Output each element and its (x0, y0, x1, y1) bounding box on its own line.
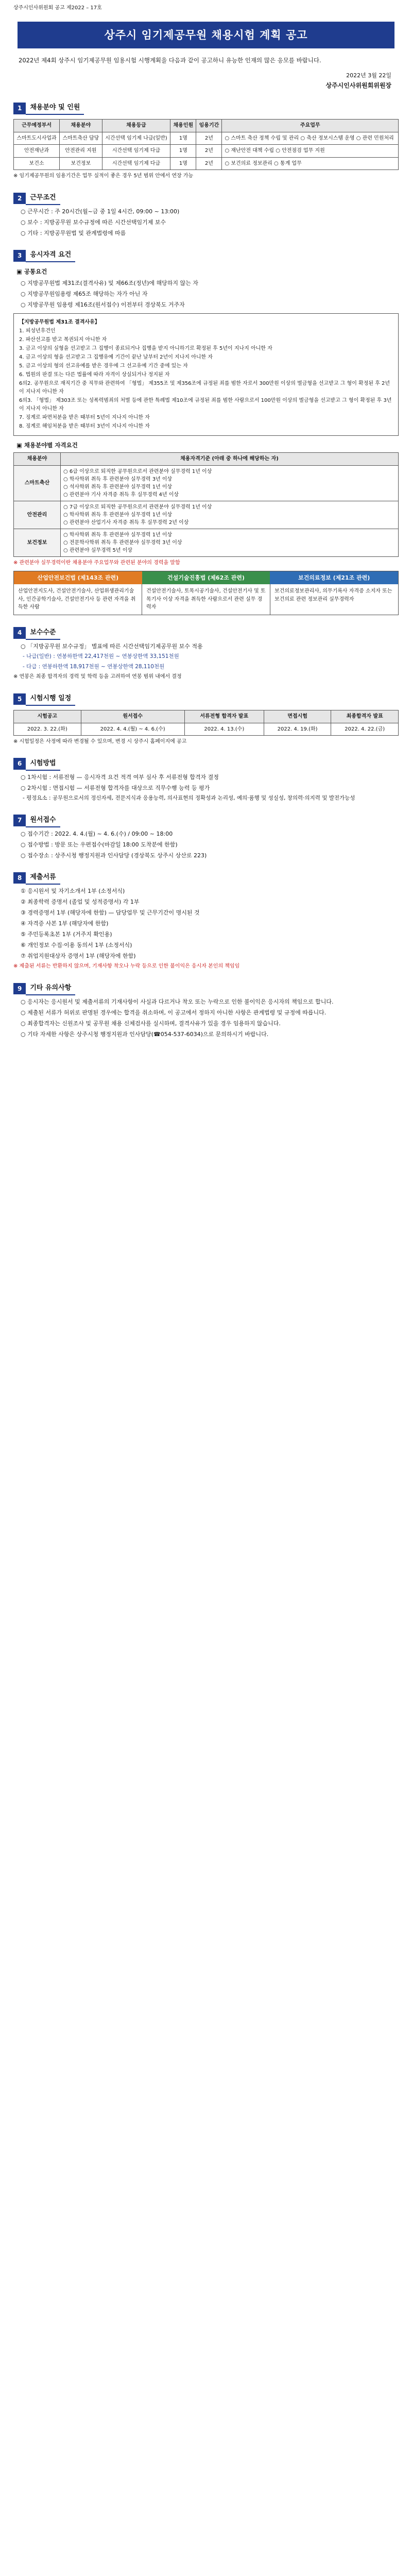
sub-heading: ▣ 공통요건 (16, 268, 47, 276)
list-item: ○ 1차시험 : 서류전형 — 응시자격 요건 적격 여부 심사 후 서류전형 합격자 결정 (21, 773, 219, 781)
salary-line: - 나급(일반) : 연봉하한액 22,417천원 ~ 연봉상한액 33,151천원 (23, 653, 179, 659)
band-header: 건설기술진흥법 (제62조 관련) (142, 571, 270, 584)
list-item: - 평정요소 : 공무원으로서의 정신자세, 전문지식과 응용능력, 의사표현의 정확성과 논리성, 예의·품행 및 성실성, 창의력·의지력 및 발전가능성 (23, 794, 355, 801)
section-title: 근무조건 (26, 192, 60, 205)
table-note: ※ 임기제공무원의 임용기간은 업무 실적이 좋은 경우 5년 범위 안에서 연장 가능 (13, 173, 194, 179)
list-item: ○ 응시자는 응시원서 및 제출서류의 기재사항이 사실과 다르거나 착오 또는 누락으로 인한 불이익은 응시자의 책임으로 합니다. (21, 998, 334, 1005)
section-number: 5 (13, 693, 26, 705)
section-number: 7 (13, 815, 26, 826)
section-number: 8 (13, 872, 26, 884)
table-header: 근무예정부서 (14, 120, 60, 132)
section-2-header (13, 192, 399, 205)
salary-line: - 다급 : 연봉하한액 18,917천원 ~ 연봉상한액 28,110천원 (23, 663, 165, 670)
table-header: 서류전형 합격자 발표 (184, 710, 264, 723)
band-text: 보건의료정보관리사, 의무기록사 자격증 소지자 또는 보건의료 관련 정보관리 실무경력자 (274, 588, 392, 602)
section-title: 원서접수 (26, 814, 60, 827)
table-row: 보건정보 ○ 학사학위 취득 후 관련분야 실무경력 1년 이상 ○ 전문학사학위 취득 후 관련분야 실무경력 3년 이상 ○ 관련분야 실무경력 5년 이상 (14, 529, 399, 556)
section-7-header (13, 814, 399, 827)
disqualification-box: 【지방공무원법 제31조 결격사유】 1. 피성년후견인 2. 파산선고를 받고 복권되지 아니한 자 3. 금고 이상의 실형을 선고받고 그 집행이 종료되거나 집행을 받지 아니하기로 확정된 후 5년이 지나지 아니한 자 4. 금고 이상의 형을 선고받고 그 집행유예 기간이 끝난 날부터 2년이 지나지 아니한 자 5. 금고 이상의 형의 선고유예를 받은 경우에 그 선고유예 기간 중에 있는 자 6. 법원의 판결 또는 다른 법률에 따라 자격이 상실되거나 정지된 자 6의2. 공무원으로 재직기간 중 직무와 관련하여 「형법」 제355조 및 제356조에 규정된 죄를 범한 자로서 300만원 이상의 벌금형을 선고받고 그 형이 확정된 후 2년이 지나지 아니한 자 6의3. 「형법」 제303조 또는 성폭력범죄의 처벌 등에 관한 특례법 제10조에 규정된 죄를 범한 사람으로서 100만원 이상의 벌금형을 선고받고 그 형이 확정된 후 3년이 지나지 아니한 자 7. 징계로 파면처분을 받은 때부터 5년이 지나지 아니한 자 8. 징계로 해임처분을 받은 때부터 3년이 지나지 아니한 자 (13, 313, 399, 436)
section-number: 9 (13, 983, 26, 995)
table-row: 2022. 3. 22.(화) 2022. 4. 4.(월) ~ 4. 6.(수) 2022. 4. 13.(수) 2022. 4. 19.(화) 2022. 4. 22.(금) (14, 723, 399, 736)
band-text: 산업안전지도사, 건설안전기술사, 산업위생관리기술사, 인간공학기술사, 건설안전기사 등 관련 자격을 취득한 사람 (14, 584, 142, 615)
table-header: 최종합격자 발표 (331, 710, 399, 723)
section-9-header (13, 982, 399, 995)
band-header: 산업안전보건법 (제143조 관련) (14, 571, 142, 584)
section-title: 응시자격 요건 (26, 249, 75, 262)
table-row: 안전관리 ○ 7급 이상으로 퇴직한 공무원으로서 관련분야 실무경력 1년 이상 ○ 학사학위 취득 후 관련분야 실무경력 1년 이상 ○ 관련분야 산업기사 자격증 취득 후 실무경력 2년 이상 (14, 501, 399, 529)
table-row: 스마트축산 ○ 6급 이상으로 퇴직한 공무원으로서 관련분야 실무경력 1년 이상 ○ 학사학위 취득 후 관련분야 실무경력 3년 이상 ○ 석사학위 취득 후 관련분야 실무경력 1년 이상 ○ 관련분야 기사 자격증 취득 후 실무경력 4년 이상 (14, 465, 399, 501)
table-header: 원서접수 (81, 710, 184, 723)
section-number: 1 (13, 103, 26, 114)
table-header: 면접시험 (264, 710, 331, 723)
documents-note: ※ 제출된 서류는 반환하지 않으며, 기재사항 착오나 누락 등으로 인한 불이익은 응시자 본인의 책임임 (13, 963, 240, 970)
section-5-header (13, 692, 399, 706)
list-item: ○ 최종합격자는 신원조사 및 공무원 채용 신체검사를 실시하며, 결격사유가 있을 경우 임용하지 않습니다. (21, 1020, 281, 1027)
intro-text: 2022년 제4회 상주시 임기제공무원 임용시험 시행계획을 다음과 같이 공고하니 유능한 인재의 많은 응모를 바랍니다. (19, 57, 321, 64)
list-item: ○ 접수장소 : 상주시청 행정지원과 인사담당 (경상북도 상주시 상산로 223) (21, 852, 207, 859)
table-header: 시험공고 (14, 710, 81, 723)
list-item: ⑦ 취업지원대상자 증명서 1부 (해당자에 한함) (21, 953, 136, 960)
list-item: ④ 자격증 사본 1부 (해당자에 한함) (21, 920, 109, 927)
list-item: ○ 제출된 서류가 허위로 판명된 경우에는 합격을 취소하며, 이 공고에서 정하지 아니한 사항은 관계법령 및 규정에 따릅니다. (21, 1009, 327, 1016)
legal-basis-band (13, 571, 399, 615)
notice-date: 2022년 3월 22일 (346, 72, 391, 79)
table-header: 채용인원 (170, 120, 196, 132)
list-item: ○ 보수 : 지방공무원 보수규정에 따른 시간선택임기제 보수 (21, 219, 166, 226)
section-8-header (13, 871, 399, 885)
section-title: 기타 유의사항 (26, 982, 75, 995)
section-number: 3 (13, 250, 26, 262)
list-item: ○ 접수기간 : 2022. 4. 4.(월) ~ 4. 6.(수) / 09:00 ~ 18:00 (21, 830, 173, 837)
list-item: ① 응시원서 및 자기소개서 1부 (소정서식) (21, 887, 125, 894)
section-4-header (13, 626, 399, 640)
section-6-header (13, 757, 399, 771)
schedule-table (13, 710, 399, 736)
table-row: 안전재난과 안전관리 지원 시간선택 임기제 다급 1명 2년 ○ 재난안전 대책 수립 ○ 안전점검 업무 지원 (14, 145, 399, 158)
list-item: ○ 기타 자세한 사항은 상주시청 행정지원과 인사담당(☎054-537-6034)으로 문의하시기 바랍니다. (21, 1031, 269, 1038)
table-header: 채용분야 (60, 120, 102, 132)
notice-number: 상주시인사위원회 공고 제2022 – 17호 (13, 5, 102, 11)
list-item: ⑥ 개인정보 수집·이용 동의서 1부 (소정서식) (21, 942, 132, 949)
list-item: ③ 경력증명서 1부 (해당자에 한함) — 담당업무 및 근무기간이 명시된 것 (21, 909, 200, 917)
table-note: ※ 관련분야 실무경력이란 채용분야 주요업무와 관련된 분야의 경력을 말함 (13, 560, 180, 566)
section-number: 6 (13, 758, 26, 770)
schedule-note: ※ 시험일정은 사정에 따라 변경될 수 있으며, 변경 시 상주시 홈페이지에 공고 (13, 739, 187, 745)
table-header: 주요업무 (222, 120, 399, 132)
list-item: ⑤ 주민등록초본 1부 (거주지 확인용) (21, 931, 112, 938)
table-header: 채용분야 (14, 453, 61, 466)
section-title: 시험시행 일정 (26, 692, 75, 706)
band-text: 건설안전기술사, 토목시공기술사, 건설안전기사 및 토목기사 이상 자격을 취득한 사람으로서 관련 실무 경력자 (142, 584, 270, 615)
table-row: 스마트도시사업과 스마트축산 담당 시간선택 임기제 나급(일반) 1명 2년 ○ 스마트 축산 정책 수립 및 관리 ○ 축산 정보시스템 운영 ○ 관련 민원처리 (14, 132, 399, 145)
list-item: ② 최종학력 증명서 (졸업 및 성적증명서) 각 1부 (21, 899, 140, 906)
sub-heading: ▣ 채용분야별 자격요건 (16, 442, 78, 449)
section-number: 4 (13, 627, 26, 639)
recruit-table (13, 119, 399, 170)
list-item: ○ 2차시험 : 면접시험 — 서류전형 합격자를 대상으로 직무수행 능력 등 평가 (21, 784, 210, 791)
list-item: ○ 지방공무원임용령 제65조 해당하는 자가 아닌 자 (21, 291, 148, 298)
section-title: 시험방법 (26, 757, 60, 771)
table-row: 보건소 보건정보 시간선택 임기제 다급 1명 2년 ○ 보건의료 정보관리 ○ 통계 업무 (14, 157, 399, 170)
qualification-table (13, 452, 399, 557)
section-title: 보수수준 (26, 626, 60, 640)
salary-note: ※ 연봉은 최종 합격자의 경력 및 학력 등을 고려하여 연봉 범위 내에서 결정 (13, 674, 182, 680)
band-header: 보건의료정보 (제21조 관련) (270, 571, 398, 584)
list-item: ○ 근무시간 : 주 20시간(월~금 중 1일 4시간, 09:00 ~ 13:00) (21, 208, 180, 215)
list-item: ○ 「지방공무원 보수규정」 별표에 따른 시간선택임기제공무원 보수 적용 (21, 642, 203, 650)
section-title: 채용분야 및 인원 (26, 101, 84, 115)
page-title: 상주시 임기제공무원 채용시험 계획 공고 (18, 22, 394, 49)
list-item: ○ 지방공무원법 제31조(결격사유) 및 제66조(정년)에 해당하지 않는 자 (21, 280, 198, 287)
section-number: 2 (13, 193, 26, 205)
section-1-header (13, 101, 399, 115)
list-item: ○ 기타 : 지방공무원법 및 관계법령에 따름 (21, 230, 126, 237)
list-item: ○ 지방공무원 임용령 제16조(원서접수) 이전부터 경상북도 거주자 (21, 301, 185, 309)
table-header: 채용자격기준 (아래 중 하나에 해당하는 자) (61, 453, 399, 466)
table-header: 임용기간 (196, 120, 222, 132)
table-header: 채용등급 (102, 120, 170, 132)
section-3-header (13, 249, 399, 262)
notice-org: 상주시인사위원회위원장 (325, 81, 391, 89)
list-item: ○ 접수방법 : 방문 또는 우편접수(마감일 18:00 도착분에 한함) (21, 841, 178, 848)
section-title: 제출서류 (26, 871, 60, 885)
